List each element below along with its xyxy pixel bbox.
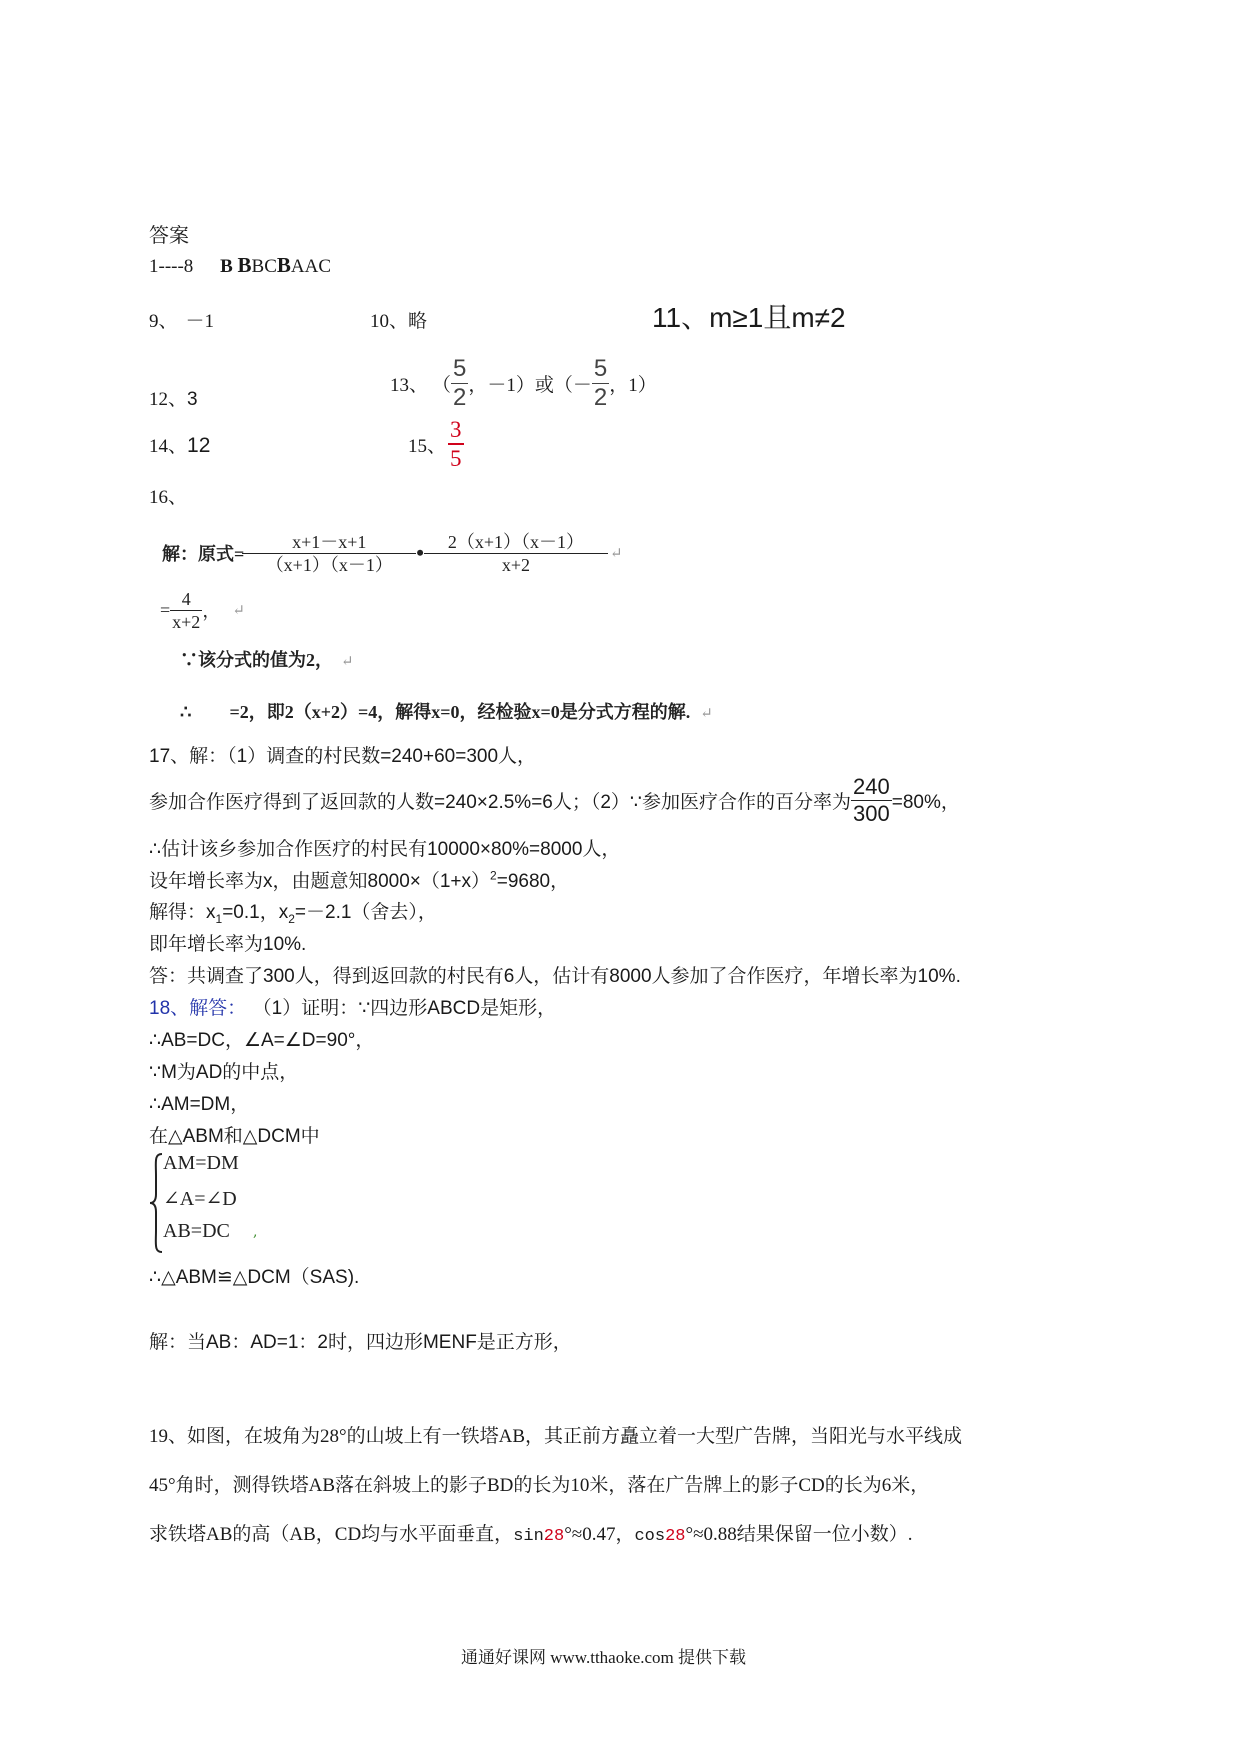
q13-label: 13、: [390, 374, 429, 396]
q13-row: [390, 348, 657, 418]
q13-frac1-num: 5: [453, 354, 467, 382]
page-footer: 通通好课网 www.tthaoke.com 提供下载: [461, 1648, 747, 1667]
q19-line3-b: °≈0.47，: [564, 1524, 635, 1545]
q15-den: 5: [448, 443, 464, 470]
q18-line3: ∵M为AD的中点，: [149, 1062, 299, 1083]
q17-line5-b: =0.1，x: [222, 902, 289, 923]
mc-answer-2: B: [237, 253, 252, 277]
paragraph-mark-icon: ↵: [341, 654, 354, 670]
q19-line2: 45°角时，测得铁塔AB落在斜坡上的影子BD的长为10米，落在广告牌上的影子CD的长为6米，: [149, 1475, 930, 1496]
q16-sol-prefix: 解：原式=: [162, 544, 245, 564]
q19-cos: cos: [634, 1527, 666, 1546]
q12-answer: 3: [187, 389, 198, 410]
q15-row: [408, 414, 464, 474]
q14-row: [149, 431, 210, 458]
q11-answer: 11、m≥1且m≠2: [652, 302, 846, 333]
q17-line7: 答：共调查了300人，得到返回款的村民有6人，估计有8000人参加了合作医疗，年增长率为10%.: [149, 966, 961, 987]
q16-conclusion-text: =2，即2（x+2）=4，解得x=0，经检验x=0是分式方程的解.: [229, 702, 691, 722]
q19-line3-a: 求铁塔AB的高（AB，CD均与水平面垂直，: [149, 1524, 514, 1545]
q15-label: 15、: [408, 435, 447, 457]
q18-sys-mark: ,: [253, 1224, 258, 1240]
mc-answers-row: [149, 253, 331, 278]
paragraph-mark-icon: ↵: [609, 545, 623, 562]
q16-solution-line1: [162, 522, 623, 584]
q13-frac1-den: 2: [453, 383, 467, 411]
q16-frac1-den: （x+1）（x－1）: [242, 553, 416, 574]
q12-label: 12、: [149, 389, 188, 410]
q19-sin: sin: [513, 1527, 544, 1546]
q13-frac2-num: 5: [593, 354, 608, 382]
q10-label: 10、: [370, 311, 409, 332]
q16-eq-prefix: =: [160, 599, 171, 620]
q17-fraction: [851, 773, 892, 826]
q13-mid-text: ，－1）或（－: [468, 374, 592, 396]
q17-sub2: 2: [288, 911, 295, 926]
q16-frac1-num: x+1－x+1: [292, 531, 367, 552]
q16-eq-suffix: ，: [202, 601, 221, 621]
q13-frac2-den: 2: [593, 383, 608, 411]
q19-line1: 19、如图，在坡角为28°的山坡上有一铁塔AB，其正前方矗立着一大型广告牌，当阳光与水平线成: [149, 1426, 962, 1447]
q16-fraction-2: [426, 533, 606, 574]
q16-fraction-1: [244, 533, 414, 574]
q13-end-text: ，1）: [609, 374, 657, 396]
q10-answer: 略: [408, 311, 428, 332]
q17-line2-suffix: =80%，: [891, 791, 960, 813]
q15-num: 3: [450, 417, 462, 442]
q18-sys-eq1: AM=DM: [163, 1152, 239, 1174]
q16-frac2-den: x+2: [424, 553, 608, 574]
paragraph-mark-icon: ↵: [232, 602, 245, 619]
q17-line1: 17、解：（1）调查的村民数=240+60=300人，: [149, 746, 537, 767]
q18-line2: ∴AB=DC，∠A=∠D=90°，: [149, 1030, 375, 1051]
q17-line5-a: 解得：x: [149, 902, 216, 923]
q16-since-line: [180, 646, 354, 672]
q12-row: [149, 384, 198, 411]
q17-line4: [149, 866, 569, 893]
mc-label: 1----8: [149, 256, 194, 277]
q14-answer: 12: [187, 434, 211, 457]
q16-frac2-num: 2（x+1）（x－1）: [447, 531, 585, 552]
q9-label: 9、: [149, 311, 178, 332]
q16-fraction-3: [170, 590, 202, 631]
q16-label: 16、: [149, 487, 188, 508]
q16-conclusion-line: [180, 698, 713, 724]
q17-frac-num: 240: [853, 773, 890, 799]
q16-since-text: ∵该分式的值为2，: [180, 650, 333, 670]
q13-fraction-2: [592, 354, 609, 411]
q18-line1-text: （1）证明：∵四边形ABCD是矩形，: [262, 998, 557, 1019]
q18-sys-eq3: AB=DC: [163, 1220, 230, 1242]
q16-frac3-den: x+2: [172, 611, 201, 632]
q16-solution-line2: [160, 585, 245, 635]
q17-line2-text: 参加合作医疗得到了返回款的人数=240×2.5%=6人；（2）∵参加医疗合作的百分率为: [149, 791, 852, 813]
q10-row: [370, 306, 427, 333]
q18-line7: 解：当AB：AD=1：2时，四边形MENF是正方形，: [149, 1332, 572, 1353]
paragraph-mark-icon: ↵: [700, 706, 713, 722]
mc-answer-1: B: [220, 256, 238, 277]
q19-angle-1: 28: [543, 1527, 565, 1546]
q18-sys-eq2: ∠A=∠D: [163, 1188, 237, 1210]
q17-line3: ∴估计该乡参加合作医疗的村民有10000×80%=8000人，: [149, 839, 621, 860]
q16-multiply-dot: •: [416, 540, 424, 565]
q18-equation-system: [149, 1152, 299, 1254]
q18-line1: [149, 993, 556, 1020]
q14-label: 14、: [149, 436, 188, 457]
q17-exponent: 2: [490, 868, 497, 883]
mc-answer-3: BC: [251, 256, 277, 277]
q15-fraction: [448, 418, 464, 470]
q17-line2: [149, 772, 960, 828]
q9-row: [149, 306, 214, 333]
mc-answer-5: AAC: [290, 256, 332, 277]
q18-line6: ∴△ABM≌△DCM（SAS).: [149, 1267, 360, 1288]
answer-heading: 答案: [149, 225, 189, 247]
q19-angle-2: 28: [665, 1527, 686, 1546]
q17-line5-c: =－2.1（舍去），: [294, 902, 437, 923]
q9-answer: －1: [185, 311, 215, 332]
q17-line4-text: 设年增长率为x，由题意知8000×（1+x）: [149, 871, 491, 892]
q17-frac-den: 300: [853, 800, 890, 826]
q18-line4: ∴AM=DM，: [149, 1094, 250, 1115]
q17-line6: 即年增长率为10%.: [149, 934, 307, 955]
q17-sub1: 1: [215, 911, 223, 926]
q16-therefore: ∴: [180, 702, 192, 722]
q13-fraction-1: [451, 354, 468, 411]
q17-line4-suffix: =9680，: [496, 871, 570, 892]
q19-line3-c: °≈0.88结果保留一位小数）.: [685, 1524, 913, 1545]
q16-frac3-num: 4: [181, 588, 191, 609]
q19-line3: [149, 1519, 913, 1546]
mc-answer-4: B: [276, 253, 291, 277]
q13-paren: （: [432, 374, 452, 396]
q17-line5: [149, 897, 437, 926]
q18-line5: 在△ABM和△DCM中: [149, 1126, 320, 1147]
q18-label: 18、解答：: [149, 998, 247, 1019]
